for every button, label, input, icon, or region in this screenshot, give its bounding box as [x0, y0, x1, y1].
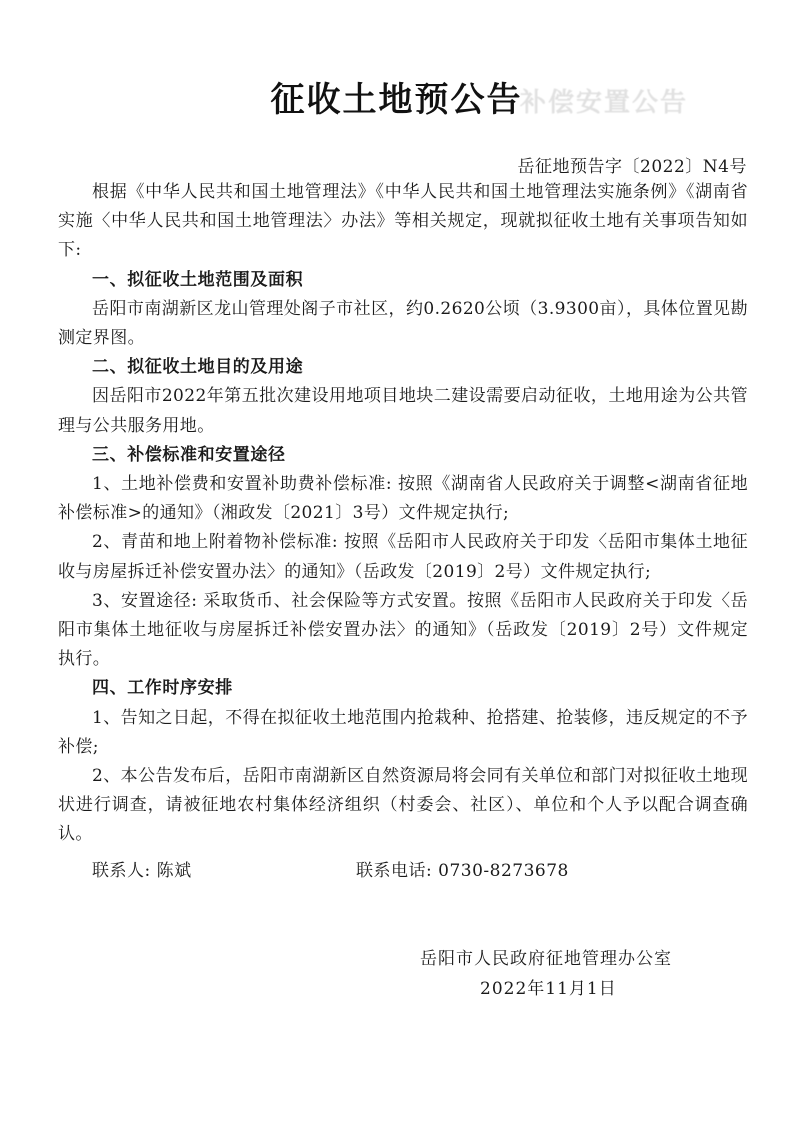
bleed-through-text: 补偿安置公告 [520, 88, 689, 118]
section-3-paragraph-3: 3、安置途径: 采取货币、社会保险等方式安置。按照《岳阳市人民政府关于印发〈岳阳市集体土地征收与房屋拆迁补偿安置办法〉的通知》（岳政发〔2019〕2号）文件规定执行。 [58, 590, 748, 670]
section-3-paragraph-1: 1、土地补偿费和安置补助费补偿标准: 按照《湖南省人民政府关于调整<湖南省征地补偿标准>的通知》（湘政发〔2021〕3号）文件规定执行; [58, 474, 748, 524]
section-1-paragraph: 岳阳市南湖新区龙山管理处阁子市社区，约0.2620公顷（3.9300亩），具体位置见勘测定界图。 [58, 298, 748, 349]
contact-phone: 联系电话: 0730-8273678 [356, 861, 569, 881]
section-heading-3: 三、补偿标准和安置途径 [92, 444, 286, 465]
issue-date: 2022年11月1日 [480, 979, 617, 999]
section-2-paragraph: 因岳阳市2022年第五批次建设用地项目地块二建设需要启动征收，土地用途为公共管理与公共服务用地。 [58, 386, 748, 436]
section-4-paragraph-2: 2、本公告发布后，岳阳市南湖新区自然资源局将会同有关单位和部门对拟征收土地现状进行调查，请被征地农村集体经济组织（村委会、社区）、单位和个人予以配合调查确认。 [58, 766, 748, 845]
section-heading-4: 四、工作时序安排 [92, 678, 233, 699]
contact-person: 联系人: 陈斌 [92, 861, 192, 881]
notice-title: 征收土地预公告 [270, 80, 523, 120]
section-heading-1: 一、拟征收土地范围及面积 [92, 269, 304, 290]
intro-paragraph: 根据《中华人民共和国土地管理法》《中华人民共和国土地管理法实施条例》《湖南省实施〈中华人民共和国土地管理法〉办法》等相关规定，现就拟征收土地有关事项告知如下: [58, 182, 748, 261]
issuing-organization: 岳阳市人民政府征地管理办公室 [420, 949, 672, 969]
document-number: 岳征地预告字〔2022〕N4号 [517, 157, 747, 177]
notice-body [58, 178, 748, 850]
section-3-paragraph-2: 2、青苗和地上附着物补偿标准: 按照《岳阳市人民政府关于印发〈岳阳市集体土地征收与房屋拆迁补偿安置办法〉的通知》（岳政发〔2019〕2号）文件规定执行; [58, 532, 748, 582]
section-4-paragraph-1: 1、告知之日起，不得在拟征收土地范围内抢栽种、抢搭建、抢装修，违反规定的不予补偿; [58, 707, 748, 757]
section-heading-2: 二、拟征收土地目的及用途 [92, 357, 304, 378]
